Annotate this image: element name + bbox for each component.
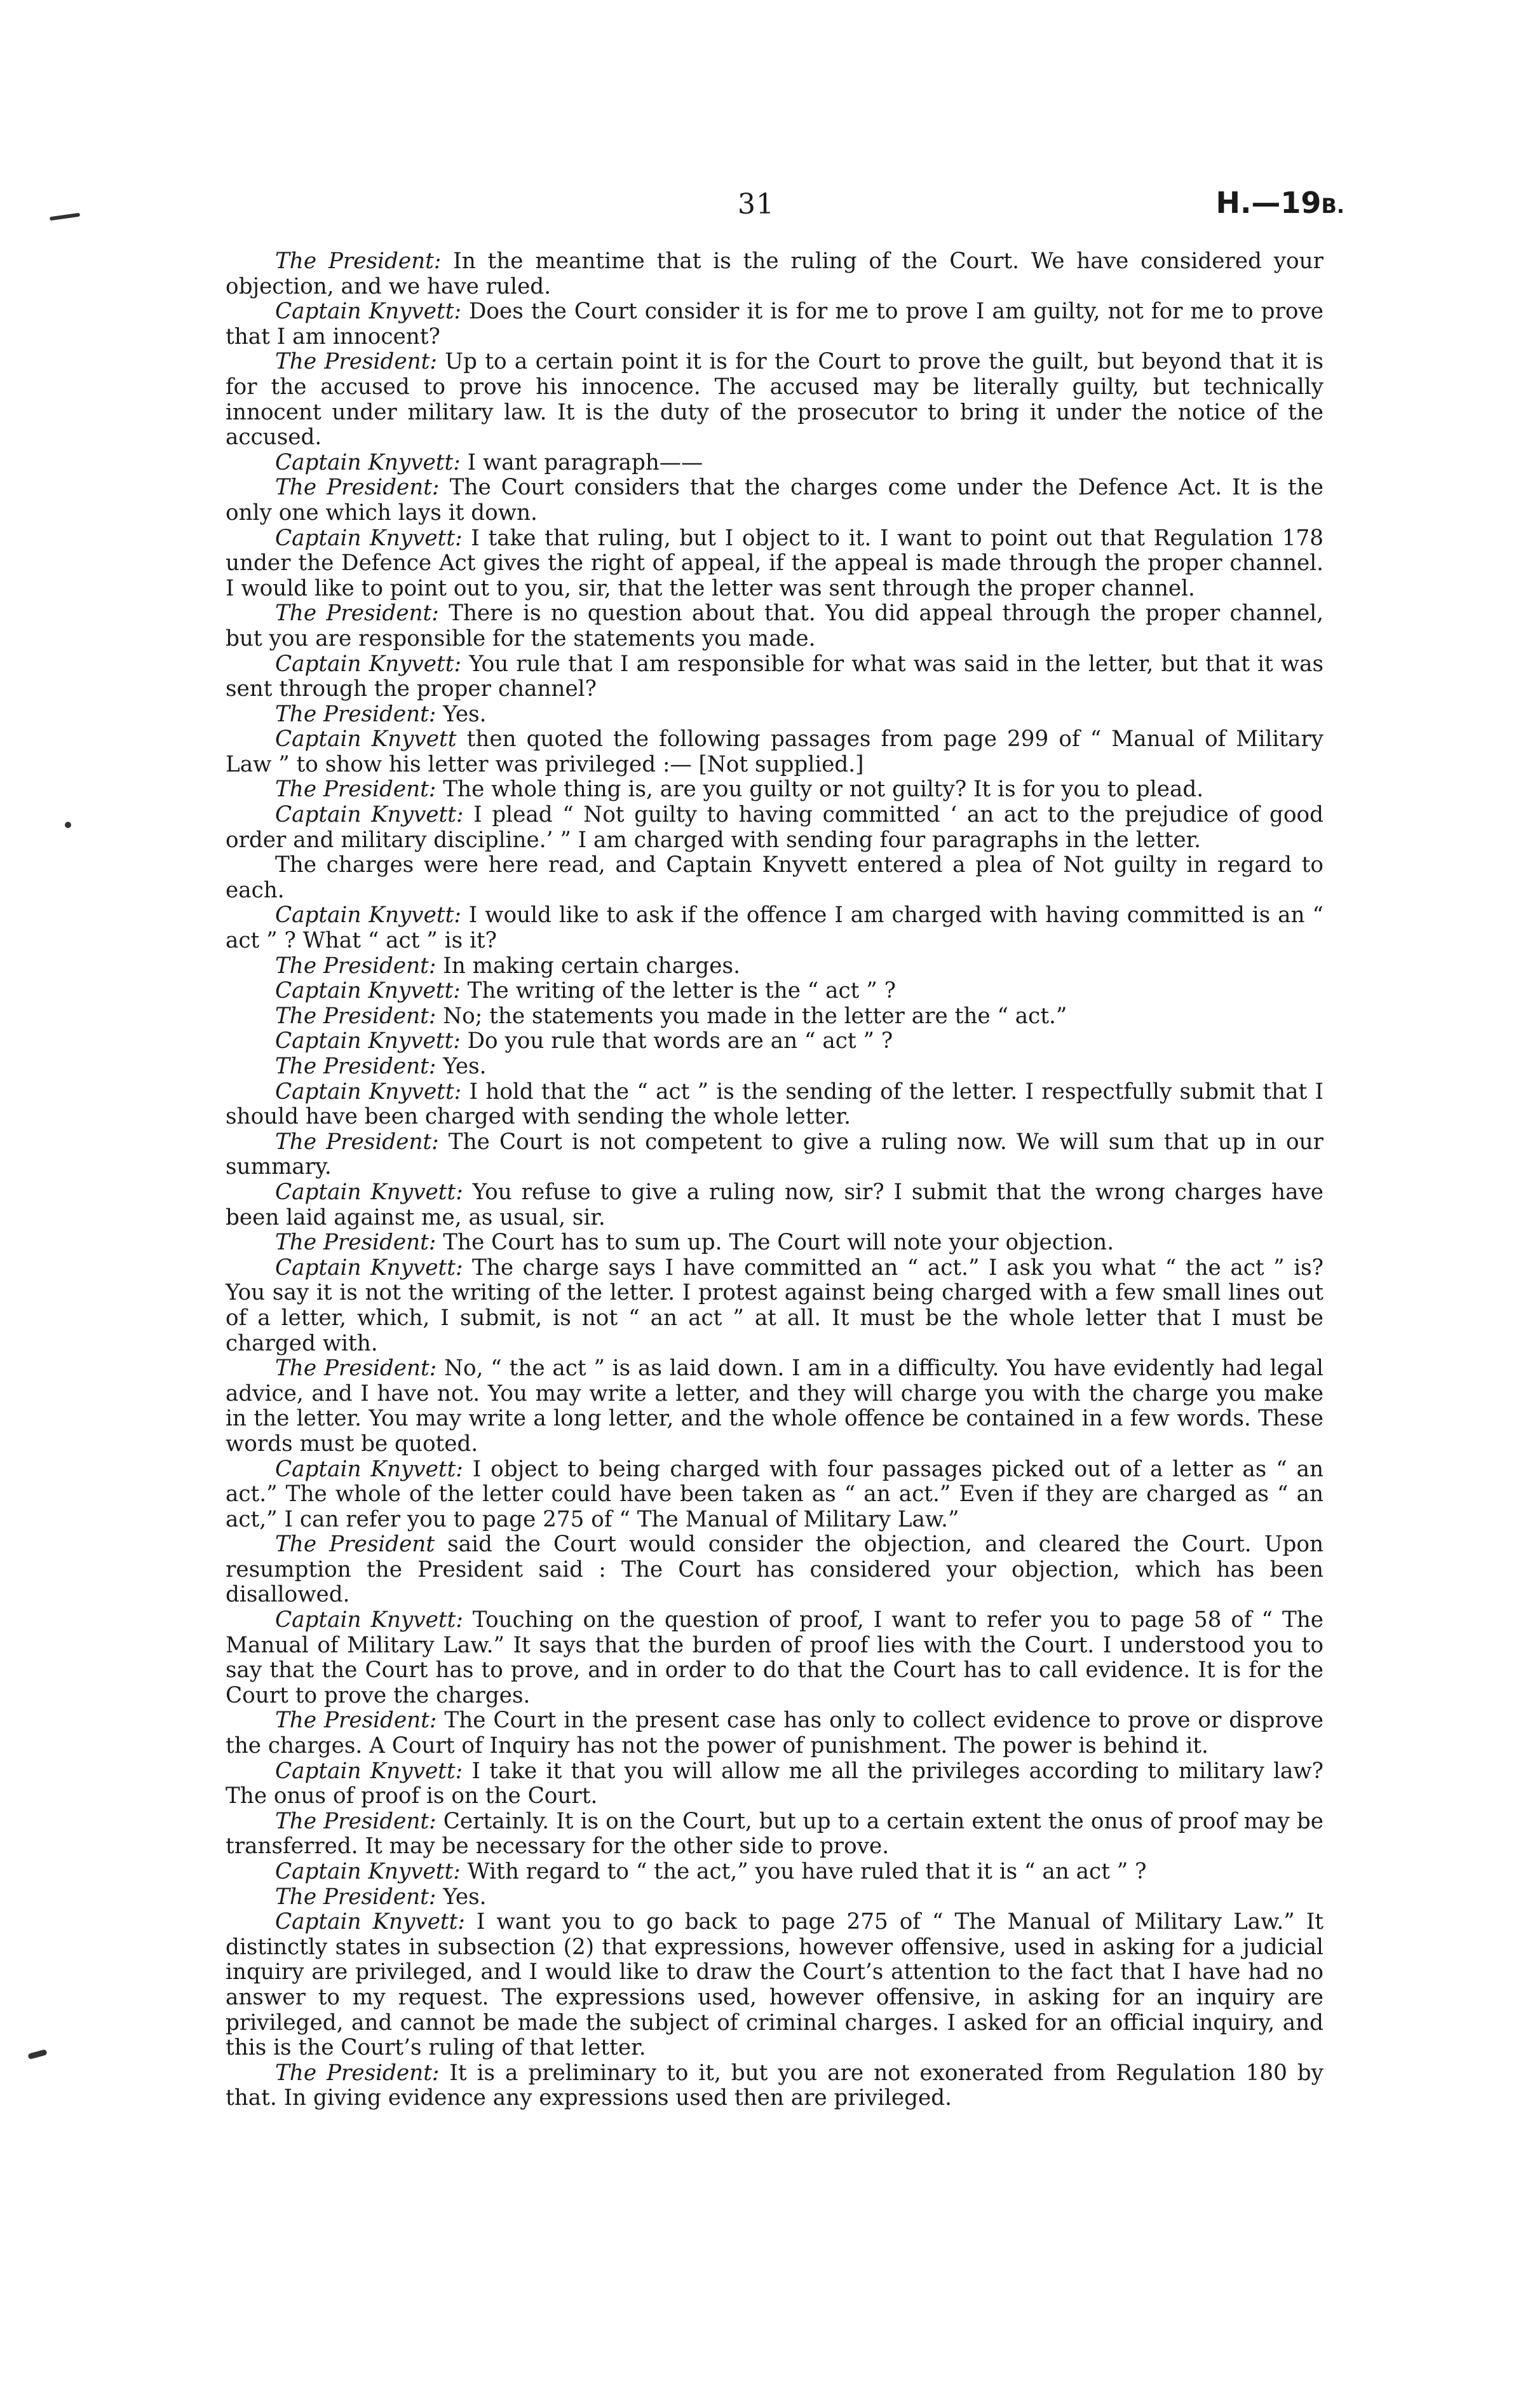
paragraph-text: Do you rule that words are an “ act ” ? (460, 1028, 893, 1054)
paragraph-text: Yes. (436, 1884, 487, 1910)
speaker-name: The President: (275, 1356, 437, 1382)
paragraph-text: The charges were here read, and Captain Knyvett entered a plea of Not guilty in regard to each. (226, 852, 1323, 903)
speaker-name: Captain Knyvett: (275, 1758, 463, 1784)
transcript-paragraph (226, 853, 1323, 903)
speaker-name: The President: (275, 1054, 437, 1079)
speaker-name: Captain Knyvett: (275, 1078, 462, 1105)
transcript-paragraph (226, 1860, 1323, 1885)
speaker-name: The President: (275, 475, 440, 501)
paragraph-text: No; the statements you made in the letter are the “ act.” (436, 1003, 1067, 1029)
paragraph-text: Up to a certain point it is for the Court to prove the guilt, but beyond that it is for the accused to prove his innocence. The accused may be literally guilty, but technically innocent under military law. It is the duty of the prosecutor to bring it under the notice of the accused. (226, 349, 1323, 451)
transcript-paragraph (226, 1180, 1323, 1230)
paragraph-text: Does the Court consider it is for me to prove I am guilty, not for me to prove that I am innocent? (226, 299, 1323, 350)
margin-mark-middle (65, 822, 71, 828)
transcript-paragraph (226, 1256, 1323, 1356)
speaker-name: Captain Knyvett: (275, 1859, 461, 1884)
margin-mark-top (50, 213, 80, 221)
paragraph-text: I object to being charged with four passages picked out of a letter as “ an act.” The whole of the letter could have been taken as “ an act.” Even if they are charged as “ an act,” I can refer you to page 275 of “ The Manual of Military Law.” (226, 1456, 1323, 1532)
paragraph-text: then quoted the following passages from page 299 of “ Manual of Military Law ” to show his letter was privileged :— [Not supplied.] (226, 726, 1323, 777)
page-number: 31 (738, 188, 775, 221)
transcript-paragraph (226, 1004, 1323, 1030)
paragraph-text: said the Court would consider the objection, and cleared the Court. Upon resumption the President said : The Court has considered your objection, which has been disallowed. (226, 1532, 1324, 1608)
transcript-paragraph (226, 1356, 1323, 1457)
transcript-paragraph (226, 1029, 1323, 1054)
paragraph-text: The Court is not competent to give a ruling now. We will sum that up in our summary. (226, 1129, 1324, 1180)
speaker-name: The President: (275, 349, 437, 375)
speaker-name: Captain Knyvett: (275, 1909, 465, 1935)
transcript-paragraph (226, 1532, 1323, 1608)
speaker-name: Captain Knyvett: (275, 299, 461, 325)
transcript-paragraph (226, 954, 1323, 979)
transcript-paragraph (226, 979, 1323, 1004)
paragraph-text: The whole thing is, are you guilty or not guilty? It is for you to plead. (436, 777, 1204, 803)
speaker-name: The President: (275, 601, 439, 627)
paragraph-text: I take it that you will allow me all the privileges according to military law? The onus of proof is on the Court. (226, 1758, 1324, 1809)
paragraph-text: The writing of the letter is the “ act ” ? (460, 978, 896, 1004)
speaker-name: Captain Knyvett: (275, 902, 461, 929)
paragraph-text: You rule that I am responsible for what was said in the letter, but that it was sent through the proper channel? (226, 651, 1323, 702)
transcript-body (226, 249, 1323, 2111)
transcript-paragraph (226, 1759, 1323, 1809)
paragraph-text: I want paragraph—— (460, 449, 703, 475)
transcript-paragraph (226, 249, 1323, 299)
speaker-name: The President: (275, 777, 437, 803)
transcript-paragraph (226, 903, 1323, 953)
speaker-name: The President: (275, 1808, 437, 1834)
paragraph-text: The Court in the present case has only to collect evidence to prove or disprove the charges. A Court of Inquiry has not the power of punishment. The power is behind it. (226, 1708, 1323, 1759)
transcript-paragraph (226, 299, 1323, 350)
speaker-name: Captain Knyvett (275, 726, 457, 752)
speaker-name: Captain Knyvett: (275, 449, 461, 475)
transcript-paragraph (226, 526, 1323, 602)
paragraph-text: I hold that the “ act ” is the sending of the letter. I respectfully submit that I should have been charged with sending the whole letter. (226, 1078, 1323, 1130)
speaker-name: Captain Knyvett: (275, 802, 464, 828)
speaker-name: The President: (275, 701, 437, 727)
transcript-paragraph (226, 1809, 1323, 1860)
paragraph-text: I plead “ Not guilty to having committed ‘ an act to the prejudice of good order and military discipline.’ ” I am charged with sending four paragraphs in the letter. (226, 802, 1323, 853)
transcript-paragraph (226, 702, 1323, 728)
speaker-name: The President: (275, 1129, 439, 1155)
speaker-name: Captain Knyvett: (275, 1179, 463, 1205)
speaker-name: The President: (275, 1884, 437, 1910)
transcript-paragraph (226, 777, 1323, 803)
transcript-paragraph (226, 1130, 1323, 1180)
transcript-paragraph (226, 1080, 1323, 1130)
paragraph-text: The charge says I have committed an “ act.” I ask you what “ the act ” is? You say it is not the writing of the letter. I protest against being charged with a few small lines out of a letter, which, I submit, is not “ an act ” at all. It must be the whole letter that I must be charged with. (226, 1255, 1323, 1356)
speaker-name: The President: (275, 1003, 437, 1029)
paragraph-text: I take that ruling, but I object to it. I want to point out that Regulation 178 under the Defence Act gives the right of appeal, if the appeal is made through the proper channel. I would like to point out to you, sir, that the letter was sent through the proper channel. (226, 525, 1323, 601)
speaker-name: Captain Knyvett: (275, 1607, 463, 1633)
paragraph-text: Certainly. It is on the Court, but up to a certain extent the onus of proof may be transferred. It may be necessary for the other side to prove. (226, 1808, 1323, 1860)
paragraph-text: I want you to go back to page 275 of “ The Manual of Military Law.” It distinctly states in subsection (2) that expressions, however offensive, used in asking for a judicial inquiry are privileged, and I would like to draw the Court’s attention to the fact that I have had no answer to my request. The expressions used, however offensive, in asking for an inquiry are privileged, and cannot be made the subject of criminal charges. I asked for an official inquiry, and this is the Court’s ruling of that letter. (226, 1909, 1323, 2061)
transcript-paragraph (226, 1230, 1323, 1256)
speaker-name: Captain Knyvett: (275, 525, 463, 551)
paragraph-text: The Court has to sum up. The Court will note your objection. (436, 1230, 1114, 1256)
transcript-paragraph (226, 652, 1323, 702)
transcript-paragraph (226, 1054, 1323, 1080)
transcript-paragraph (226, 1457, 1323, 1533)
paragraph-text: There is no question about that. You did appeal through the proper channel, but you are responsible for the statements you made. (226, 601, 1323, 651)
speaker-name: The President: (275, 248, 442, 274)
paragraph-text: You refuse to give a ruling now, sir? I submit that the wrong charges have been laid against me, as usual, sir. (226, 1179, 1324, 1230)
paragraph-text: No, “ the act ” is as laid down. I am in a difficulty. You have evidently had legal advice, and I have not. You may write a letter, and they will charge you with the charge you make in the letter. You may write a long letter, and the whole offence be contained in a few words. These words must be quoted. (226, 1356, 1323, 1457)
paragraph-text: The Court considers that the charges come under the Defence Act. It is the only one which lays it down. (226, 475, 1324, 526)
speaker-name: The President: (275, 1708, 437, 1734)
document-reference-suffix: B. (1321, 194, 1344, 218)
transcript-paragraph (226, 803, 1323, 853)
margin-mark-bottom (27, 2049, 47, 2059)
transcript-paragraph (226, 1910, 1323, 2061)
transcript-paragraph (226, 475, 1323, 526)
speaker-name: The President: (275, 953, 437, 979)
paragraph-text: In making certain charges. (436, 953, 740, 979)
paragraph-text: Yes. (436, 1054, 487, 1079)
paragraph-text: In the meantime that is the ruling of the Court. We have considered your objection, and we have ruled. (226, 248, 1323, 299)
transcript-paragraph (226, 451, 1323, 476)
speaker-name: Captain Knyvett: (275, 1028, 461, 1054)
paragraph-text: Touching on the question of proof, I want to refer you to page 58 of “ The Manual of Military Law.” It says that the burden of proof lies with the Court. I understood you to say that the Court has to prove, and in order to do that the Court has to call evidence. It is for the Court to prove the charges. (226, 1607, 1323, 1708)
transcript-paragraph (226, 1608, 1323, 1708)
transcript-paragraph (226, 601, 1323, 651)
speaker-name: Captain Knyvett: (275, 1456, 463, 1482)
transcript-paragraph (226, 2061, 1323, 2111)
speaker-name: Captain Knyvett: (275, 978, 461, 1004)
transcript-paragraph (226, 1885, 1323, 1910)
paragraph-text: Yes. (436, 701, 487, 727)
speaker-name: The President: (275, 2060, 440, 2086)
transcript-paragraph (226, 1708, 1323, 1758)
paragraph-text: I would like to ask if the offence I am charged with having committed is an “ act ” ? What “ act ” is it? (226, 902, 1323, 954)
document-reference-main: H.—19 (1215, 186, 1322, 220)
paragraph-text: It is a preliminary to it, but you are not exonerated from Regulation 180 by that. In giving evidence any expressions used then are privileged. (226, 2060, 1323, 2111)
document-reference (1215, 186, 1344, 220)
speaker-name: Captain Knyvett: (275, 1255, 463, 1281)
speaker-name: The President: (275, 1230, 437, 1256)
transcript-paragraph (226, 350, 1323, 450)
speaker-name: Captain Knyvett: (275, 651, 461, 677)
transcript-paragraph (226, 727, 1323, 777)
speaker-name: The President (275, 1532, 435, 1558)
paragraph-text: With regard to “ the act,” you have ruled that it is “ an act ” ? (460, 1859, 1147, 1884)
